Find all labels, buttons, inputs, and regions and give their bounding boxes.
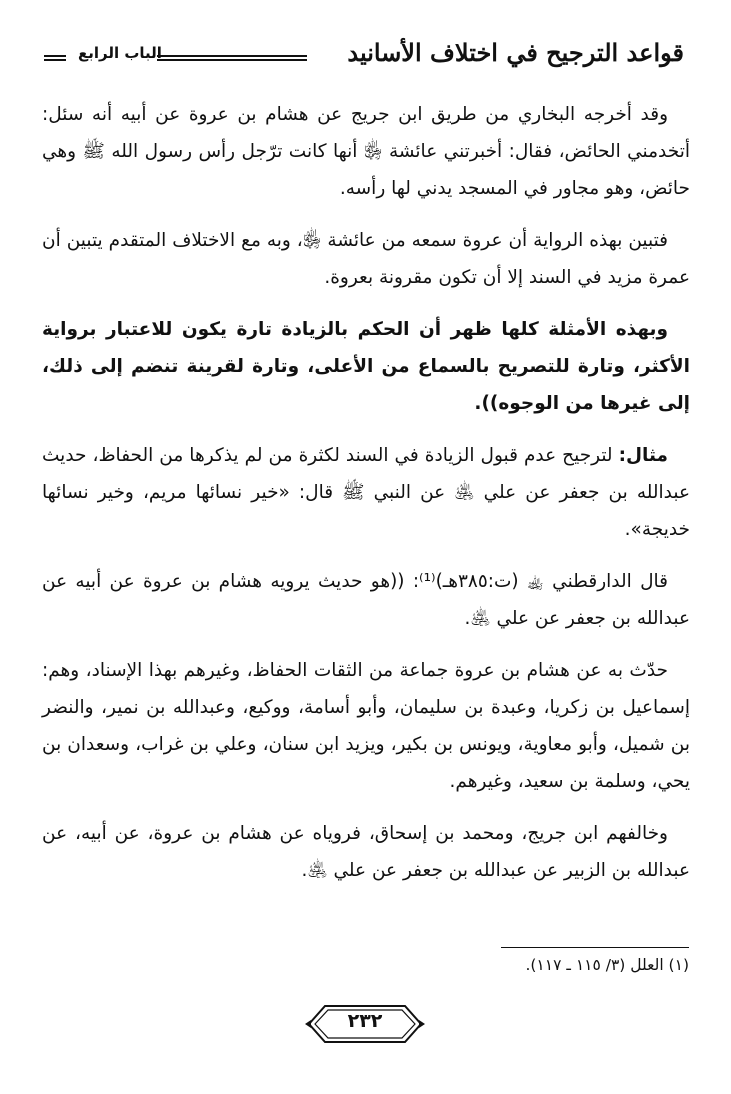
footnote: (١) العلل (٣/ ١١٥ ـ ١١٧). [525,956,689,974]
paragraph-5: قال الدارقطني ﵀ (ت:٣٨٥هـ)⁽¹⁾: ((هو حديث يرويه هشام بن عروة عن أبيه عن عبدالله بن جعفر عن علي ﵁. [42,571,690,629]
paragraph-7: وخالفهم ابن جريج، ومحمد بن إسحاق، فروياه عن هشام بن عروة، عن أبيه، عن عبدالله بن الزبير عن عبدالله بن جعفر عن علي ﵁. [42,823,690,881]
paragraph-6: حدّث به عن هشام بن عروة جماعة من الثقات الحفاظ، وغيرهم بهذا الإسناد، وهم: إسماعيل بن زكريا، وعبدة بن سليمان، وأبو أسامة، ووكيع، وعبدالله بن نمير، والنضر بن شميل، وأبو معاوية، ويونس بن بكير، ويزيد ابن سنان، وعلي بن غراب، وسعدان بن يحي، وسلمة بن سعيد، وغيرهم. [42,660,690,792]
running-header [42,36,692,76]
paragraph-4 [42,437,690,548]
paragraph-3: وبهذه الأمثلة كلها ظهر أن الحكم بالزيادة تارة يكون للاعتبار برواية الأكثر، وتارة للتصريح بالسماع من الأعلى، وتارة لقرينة تنضم إلى ذلك، إلى غيرها من الوجوه)). [42,319,690,414]
paragraph-2: فتبين بهذه الرواية أن عروة سمعه من عائشة ﵂، وبه مع الاختلاف المتقدم يتبين أن عمرة مزيد في السند إلا أن تكون مقرونة بعروة. [42,230,690,288]
footnote-divider [501,947,689,948]
header-rule-left [44,55,66,61]
header-rule [157,55,307,61]
book-title: قواعد الترجيح في اختلاف الأسانيد [347,38,684,67]
page-number: ٢٣٢ [347,1010,383,1032]
body-text [42,96,690,904]
chapter-label: الباب الرابع [78,44,162,62]
paragraph-1: وقد أخرجه البخاري من طريق ابن جريج عن هشام بن عروة عن أبيه أنه سئل: أتخدمني الحائض، فقال: أخبرتني عائشة ﵂ أنها كانت ترّجل رأس رسول الله ﷺ وهي حائض، وهو مجاور في المسجد يدني لها رأسه. [42,104,690,199]
page-number-ornament [303,996,427,1052]
example-label: مثال: [618,445,668,466]
paragraph-4-text: لترجيح عدم قبول الزيادة في السند لكثرة من لم يذكرها من الحفاظ، حديث عبدالله بن جعفر عن علي ﵁ عن النبي ﷺ قال: «خير نسائها مريم، وخير نسائها خديجة». [42,445,690,540]
